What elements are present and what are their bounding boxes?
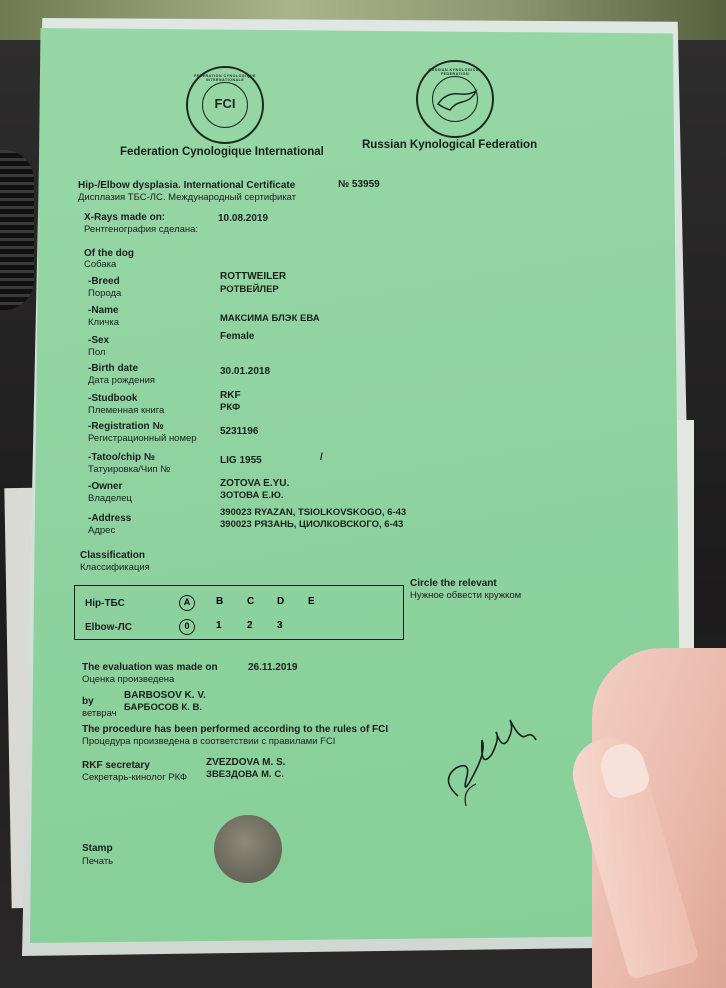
- evaluation-label-en: The evaluation was made on: [82, 662, 218, 673]
- elbow-grade-0-selected: 0: [179, 619, 195, 635]
- sex-label-en: -Sex: [88, 335, 110, 346]
- address-label-ru: Адрес: [88, 525, 116, 536]
- tattoo-label-ru: Татуировка/Чип №: [88, 464, 171, 475]
- rkf-name: Russian Kynological Federation: [362, 139, 538, 151]
- owner-value-ru: ЗОТОВА Е.Ю.: [220, 490, 284, 501]
- stamp-seal: [214, 815, 282, 883]
- certificate-title-ru: Дисплазия ТБС-ЛС. Международный сертификат: [78, 192, 297, 203]
- circle-note-ru: Нужное обвести кружком: [410, 590, 522, 601]
- procedure-en: The procedure has been performed according to the rules of FCI: [82, 724, 389, 735]
- xray-label-en: X-Rays made on:: [84, 212, 166, 223]
- by-label-en: by: [82, 696, 94, 707]
- owner-value: ZOTOVA E.YU.: [220, 478, 290, 489]
- owner-label-en: -Owner: [88, 481, 123, 492]
- studbook-value-ru: РКФ: [220, 402, 241, 413]
- birth-value: 30.01.2018: [220, 366, 271, 377]
- certificate-title-en: Hip-/Elbow dysplasia. International Certificate: [78, 180, 296, 191]
- classification-box: [74, 585, 404, 640]
- address-value: 390023 RYAZAN, TSIOLKOVSKOGO, 6-43: [220, 507, 407, 518]
- address-label-en: -Address: [88, 513, 132, 524]
- elbow-label: Elbow-ЛС: [85, 622, 133, 633]
- elbow-grade-3: 3: [277, 620, 283, 631]
- birth-label-ru: Дата рождения: [88, 375, 156, 386]
- registration-value: 5231196: [220, 426, 259, 437]
- name-label-ru: Кличка: [88, 317, 119, 328]
- certificate-number: № 53959: [338, 179, 380, 190]
- name-label-en: -Name: [88, 305, 119, 316]
- elbow-grade-1: 1: [216, 620, 222, 631]
- evaluation-date: 26.11.2019: [248, 662, 298, 673]
- breed-value: ROTTWEILER: [220, 271, 287, 282]
- secretary-name: ZVEZDOVA M. S.: [206, 757, 286, 768]
- secretary-label-ru: Секретарь-кинолог РКФ: [82, 772, 188, 783]
- rkf-logo: [416, 60, 494, 138]
- studbook-value: RKF: [220, 390, 241, 401]
- procedure-ru: Процедура произведена в соответствии с правилами FCI: [82, 736, 336, 747]
- address-value-ru: 390023 РЯЗАНЬ, ЦИОЛКОВСКОГО, 6-43: [220, 519, 404, 530]
- sex-value: Female: [220, 331, 255, 342]
- breed-value-ru: РОТВЕЙЛЕР: [220, 284, 279, 295]
- fci-logo-ring-text: FEDERATION CYNOLOGIQUE INTERNATIONALE: [193, 74, 257, 82]
- fci-logo-text: FCI: [214, 96, 236, 111]
- stamp-label-en: Stamp: [82, 843, 113, 854]
- hip-grade-b: B: [216, 596, 224, 607]
- dog-head-icon: [436, 88, 478, 112]
- breed-label-ru: Порода: [88, 288, 122, 299]
- name-value-ru: МАКСИМА БЛЭК ЕВА: [220, 313, 320, 324]
- tattoo-value: LIG 1955: [220, 455, 262, 466]
- hip-grade-e: E: [308, 596, 315, 607]
- breed-label-en: -Breed: [88, 276, 120, 287]
- signature: [436, 710, 546, 814]
- vet-name-ru: БАРБОСОВ К. В.: [124, 702, 202, 713]
- sex-label-ru: Пол: [88, 347, 106, 358]
- studbook-label-en: -Studbook: [88, 393, 138, 404]
- classification-heading-en: Classification: [80, 550, 146, 561]
- vet-name: BARBOSOV K. V.: [124, 690, 206, 701]
- dog-heading-ru: Собака: [84, 259, 117, 270]
- hip-grade-d: D: [277, 596, 285, 607]
- tattoo-separator: /: [320, 452, 323, 463]
- owner-label-ru: Владелец: [88, 493, 132, 504]
- stamp-label-ru: Печать: [82, 856, 114, 867]
- fci-name: Federation Cynologique International: [120, 146, 324, 158]
- secretary-name-ru: ЗВЕЗДОВА М. С.: [206, 769, 284, 780]
- registration-label-en: -Registration №: [88, 421, 164, 432]
- birth-label-en: -Birth date: [88, 363, 138, 374]
- xray-label-ru: Рентгенография сделана:: [84, 224, 199, 235]
- rkf-logo-ring-text: RUSSIAN KYNOLOGICAL FEDERATION: [428, 68, 482, 76]
- circle-note-en: Circle the relevant: [410, 578, 497, 589]
- elbow-grade-2: 2: [247, 620, 253, 631]
- fci-logo: [186, 66, 264, 144]
- studbook-label-ru: Племенная книга: [88, 405, 165, 416]
- classification-heading-ru: Классификация: [80, 562, 150, 573]
- hip-grade-c: C: [247, 596, 255, 607]
- tattoo-label-en: -Tatoo/chip №: [88, 452, 156, 463]
- registration-label-ru: Регистрационный номер: [88, 433, 197, 444]
- xray-date: 10.08.2019: [218, 213, 269, 224]
- evaluation-label-ru: Оценка произведена: [82, 674, 175, 685]
- hip-grade-a-selected: A: [179, 595, 195, 611]
- secretary-label-en: RKF secretary: [82, 760, 150, 771]
- air-vent: [0, 150, 34, 310]
- by-label-ru: ветврач: [82, 708, 117, 719]
- dog-heading-en: Of the dog: [84, 248, 134, 259]
- hip-label: Hip-ТБС: [85, 598, 125, 609]
